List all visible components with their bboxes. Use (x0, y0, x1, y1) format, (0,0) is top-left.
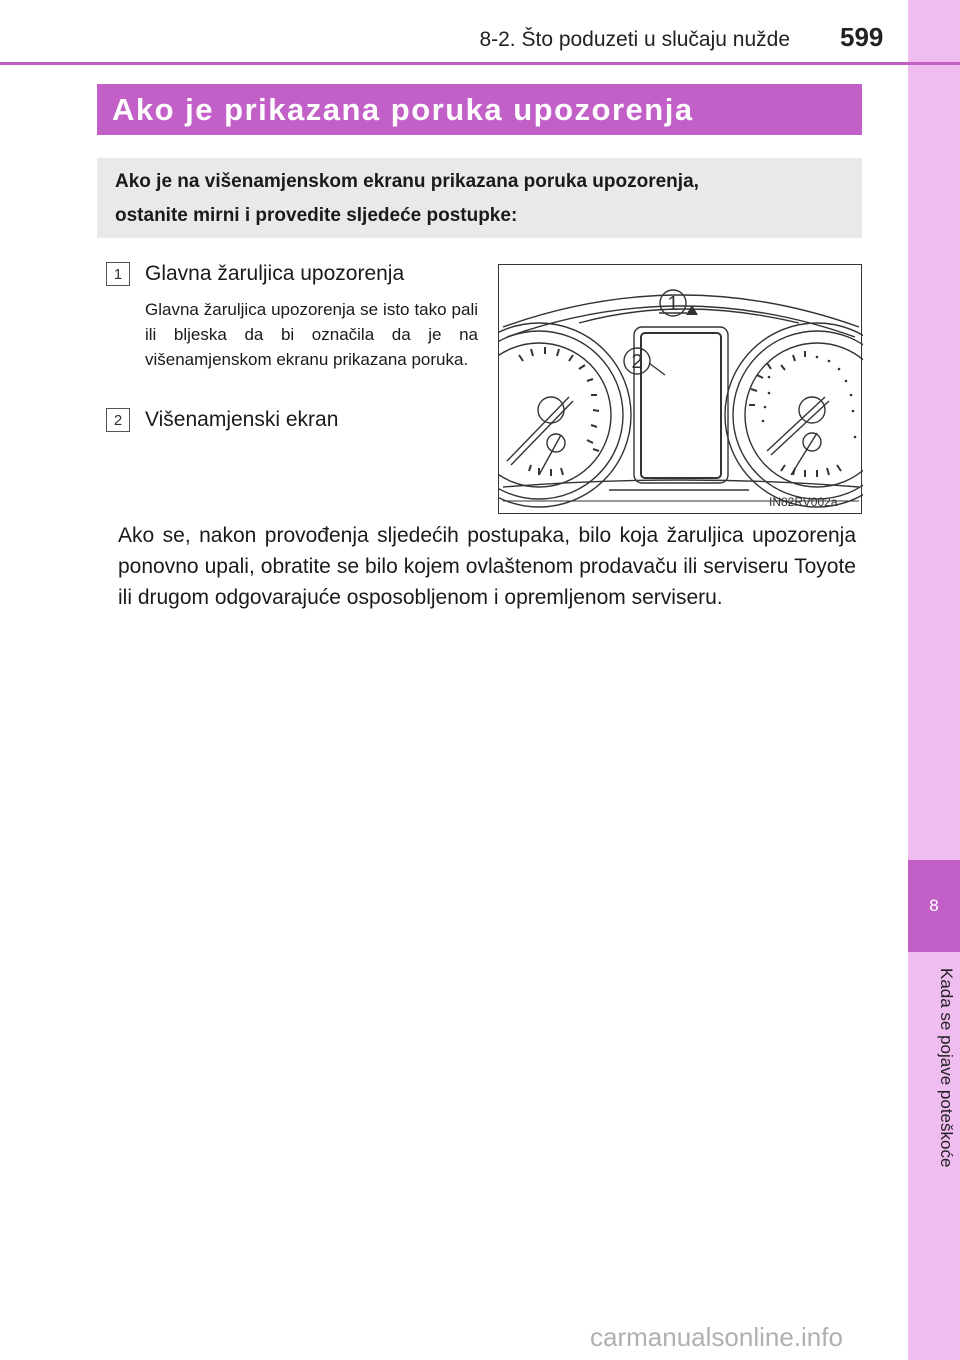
item-description-1: Glavna žaruljica upozorenja se isto tako pali ili bljeska da bi označila da je na višenamjenskom ekranu prikazana poruka. (145, 300, 478, 369)
header-rule (0, 62, 960, 65)
chapter-label: Kada se pojave poteškoće (937, 968, 956, 1168)
callout-1-label: 1 (667, 293, 679, 315)
page-number: 599 (840, 22, 884, 52)
section-title-text: Ako je prikazana poruka upozorenja (112, 91, 694, 127)
instrument-cluster-illustration (498, 264, 862, 514)
item-number-badge-2: 2 (106, 408, 130, 432)
chapter-sidebar-top (908, 0, 960, 860)
instrument-cluster-drawing (499, 265, 863, 515)
body-paragraph: Ako se, nakon provođenja sljedećih postupaka, bilo koja žaruljica upozorenja ponovno upali, obratite se bilo kojem ovlaštenom prodavaču ili serviseru Toyote ili drugom odgovarajuće osposobljenom i opremljenom serviseru. (118, 524, 856, 609)
watermark[interactable]: carmanualsonline.info (590, 1322, 843, 1352)
chapter-number: 8 (929, 896, 939, 915)
intro-box (97, 158, 862, 238)
chapter-number-tab[interactable] (908, 860, 960, 952)
intro-line-2: ostanite mirni i provedite sljedeće postupke: (115, 205, 518, 226)
intro-line-1: Ako je na višenamjenskom ekranu prikazana poruka upozorenja, (115, 171, 699, 192)
item-title-2: Višenamjenski ekran (145, 408, 339, 431)
callout-2-label: 2 (631, 351, 643, 373)
section-reference: 8-2. Što poduzeti u slučaju nužde (479, 28, 790, 51)
section-title (97, 84, 862, 135)
item-number-badge-1: 1 (106, 262, 130, 286)
illustration-code: IN82RV002a (769, 495, 838, 509)
item-title-1: Glavna žaruljica upozorenja (145, 262, 405, 285)
